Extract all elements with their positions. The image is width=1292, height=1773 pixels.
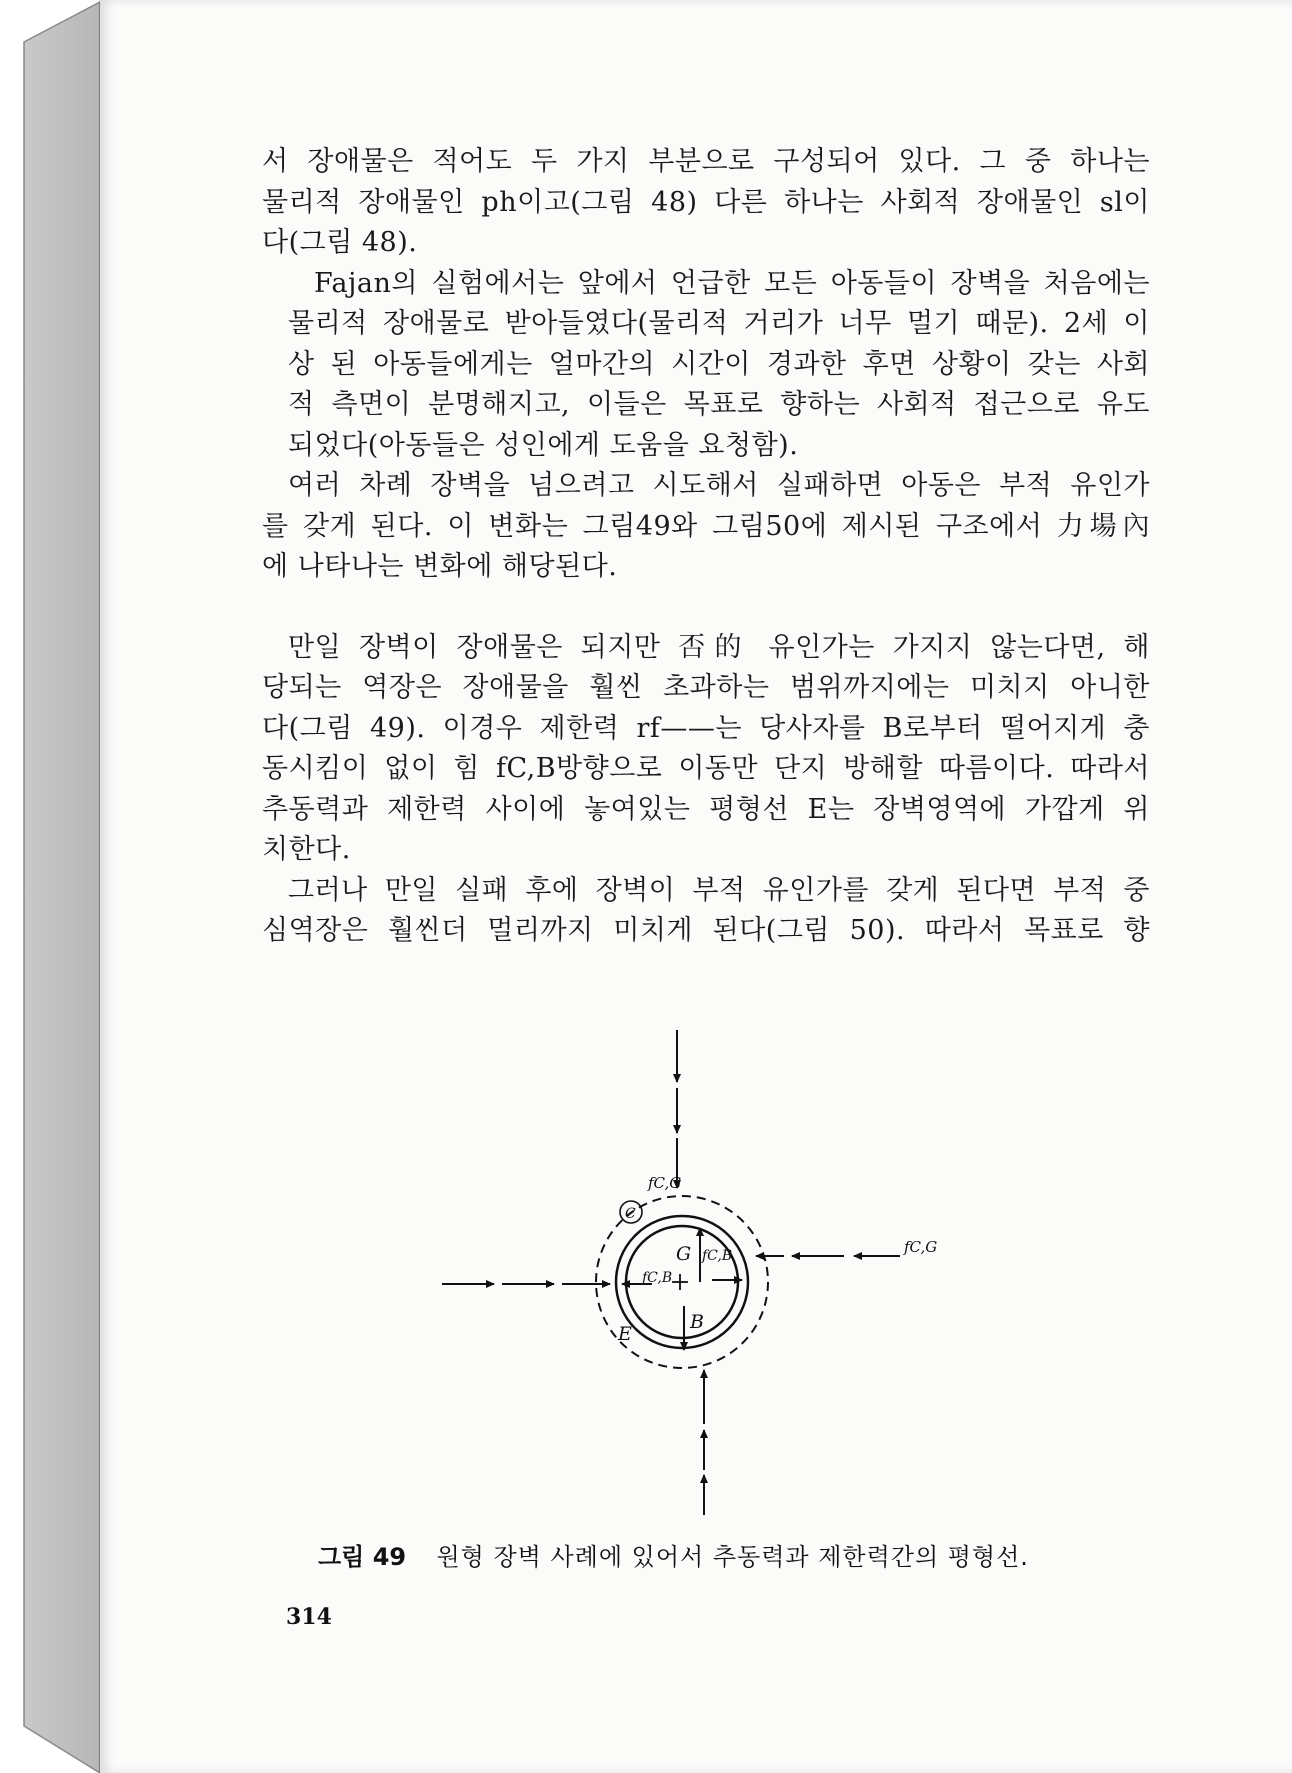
body-text xyxy=(262,142,1150,952)
figure-49 xyxy=(420,1020,960,1520)
text-line: 다(그림 48). xyxy=(262,227,418,258)
label-f-inner-left: fC,B xyxy=(642,1270,673,1286)
label-c: C xyxy=(625,1206,636,1222)
text-line: 다(그림 49). 이경우 제한력 rf——는 당사자를 B로부터 떨어지게 충 xyxy=(262,712,1150,744)
paragraph-5 xyxy=(262,871,1150,952)
label-f-inner-right: fC,B xyxy=(702,1248,733,1264)
label-e: E xyxy=(618,1323,632,1345)
text-line: 치한다. xyxy=(262,834,351,865)
text-line: 추동력과 제한력 사이에 놓여있는 평형선 E는 장벽영역에 가깝게 위 xyxy=(262,793,1150,825)
page-number: 314 xyxy=(286,1604,332,1630)
caption-text: 원형 장벽 사례에 있어서 추동력과 제한력간의 평형선. xyxy=(436,1543,1029,1571)
text-line: 되었다(아동들은 성인에게 도움을 요청함). xyxy=(288,429,799,461)
equilibrium-diagram xyxy=(420,1020,960,1520)
text-line: 를 갖게 된다. 이 변화는 그림49와 그림50에 제시된 구조에서 力場內 xyxy=(262,510,1150,542)
text-line: 에 나타나는 변화에 해당된다. xyxy=(262,551,618,582)
label-f-right: fC,G xyxy=(904,1238,938,1256)
text-line: 물리적 장애물인 ph이고(그림 48) 다른 하나는 사회적 장애물인 sl이 xyxy=(262,186,1150,218)
text-line: 심역장은 훨씬더 멀리까지 미치게 된다(그림 50). 따라서 목표로 향 xyxy=(262,915,1150,946)
label-b: B xyxy=(690,1311,704,1333)
text-line: 상 된 아동들에게는 얼마간의 시간이 경과한 후면 상황이 갖는 사회 xyxy=(288,348,1150,380)
text-line: 적 측면이 분명해지고, 이들은 목표로 향하는 사회적 접근으로 유도 xyxy=(288,389,1150,420)
text-line: 물리적 장애물로 받아들였다(물리적 거리가 너무 멀기 때문). 2세 이 xyxy=(288,308,1150,339)
text-line: Fajan의 실험에서는 앞에서 언급한 모든 아동들이 장벽을 처음에는 xyxy=(314,267,1150,299)
text-line: 여러 차례 장벽을 넘으려고 시도해서 실패하면 아동은 부적 유인가 xyxy=(288,470,1150,501)
paragraph-1 xyxy=(262,142,1150,264)
text-line: 당되는 역장은 장애물을 훨씬 초과하는 범위까지에는 미치지 아니한 xyxy=(262,672,1150,703)
paragraph-4 xyxy=(262,628,1150,871)
caption-label: 그림 49 xyxy=(318,1543,407,1571)
paragraph-2 xyxy=(262,264,1150,467)
figure-caption xyxy=(318,1537,1098,1572)
text-line: 만일 장벽이 장애물은 되지만 否的 유인가는 가지지 않는다면, 해 xyxy=(288,631,1150,663)
paragraph-3 xyxy=(262,466,1150,588)
text-line: 동시킴이 없이 힘 fC,B방향으로 이동만 단지 방해할 따름이다. 따라서 xyxy=(262,753,1150,784)
label-g: G xyxy=(676,1243,692,1265)
label-f-top: fC,G xyxy=(648,1174,682,1192)
paragraph-gap xyxy=(262,588,1150,628)
text-line: 서 장애물은 적어도 두 가지 부분으로 구성되어 있다. 그 중 하나는 xyxy=(262,146,1150,177)
text-line: 그러나 만일 실패 후에 장벽이 부적 유인가를 갖게 된다면 부적 중 xyxy=(288,874,1150,906)
